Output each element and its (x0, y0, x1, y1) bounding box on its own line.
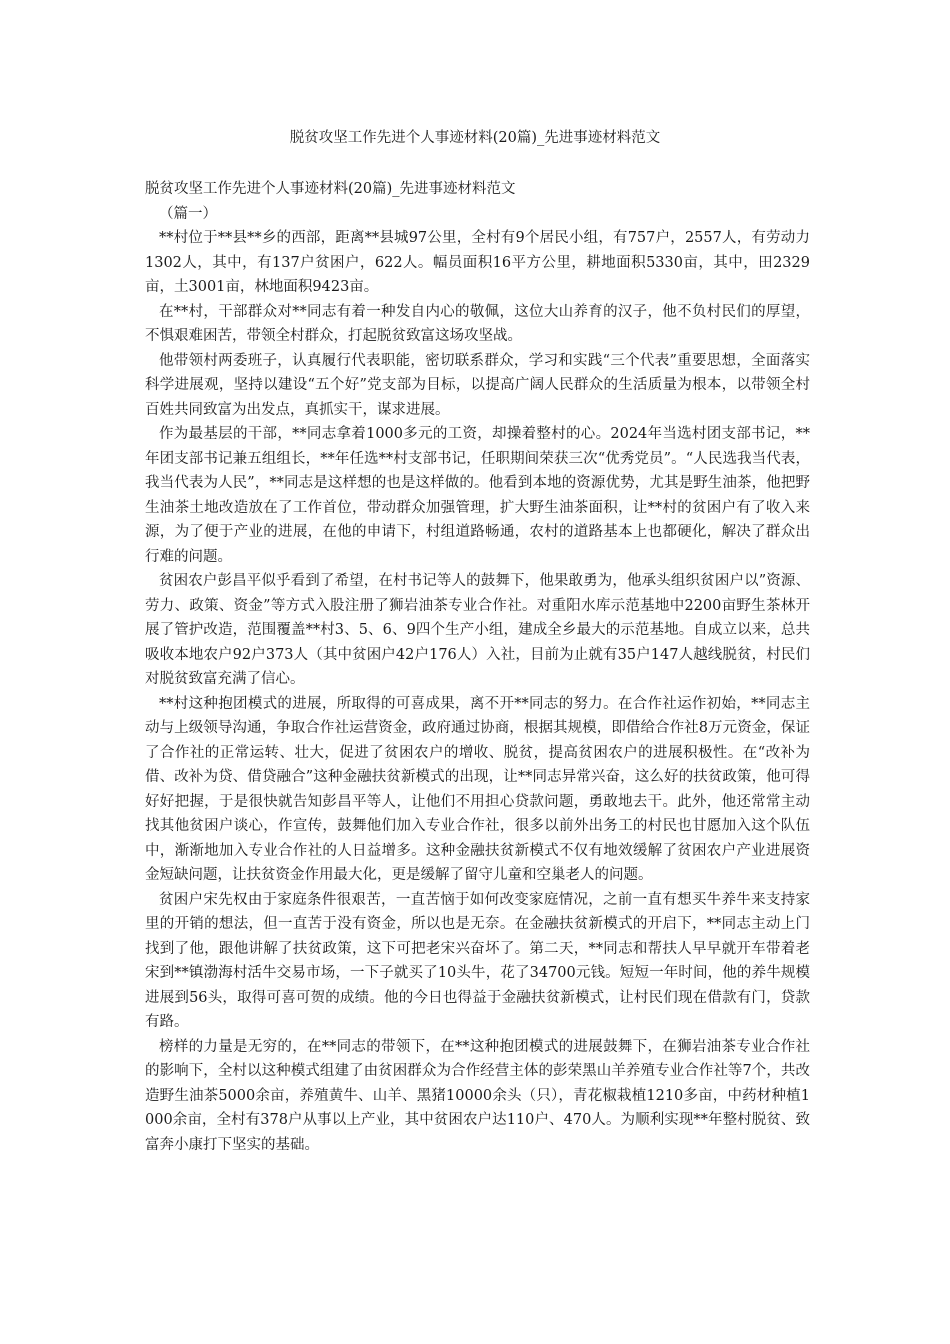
paragraph-1: **村位于**县**乡的西部，距离**县城97公里，全村有9个居民小组，有757户，2557人，有劳动力1302人，其中，有137户贫困户，622人。幅员面积16平方公里，耕地面积5330亩，其中，田2329亩，土3001亩，林地面积9423亩。 (145, 230, 810, 295)
section-label: （篇一） (159, 205, 217, 222)
paragraph-7: 贫困户宋先权由于家庭条件很艰苦，一直苦恼于如何改变家庭情况，之前一直有想买牛养牛来支持家里的开销的想法，但一直苦于没有资金，所以也是无奈。在金融扶贫新模式的开启下，**同志主动上门找到了他，跟他讲解了扶贫政策，这下可把老宋兴奋坏了。第二天，**同志和帮扶人早早就开车带着老宋到**镇渤海村活牛交易市场，一下子就买了10头牛，花了34700元钱。短短一年时间，他的养牛规模进展到56头，取得可喜可贺的成绩。他的今日也得益于金融扶贫新模式，让村民们现在借款有门，贷款有路。 (145, 891, 810, 1030)
paragraph-3: 他带领村两委班子，认真履行代表职能，密切联系群众，学习和实践“三个代表”重要思想，全面落实科学进展观，坚持以建设“五个好”党支部为目标，以提高广阔人民群众的生活质量为根本，以带领全村百姓共同致富为出发点，真抓实干，谋求进展。 (145, 352, 810, 418)
page-title: 脱贫攻坚工作先进个人事迹材料(20篇)_先进事迹材料范文 (289, 130, 661, 146)
document-heading: 脱贫攻坚工作先进个人事迹材料(20篇)_先进事迹材料范文 (145, 181, 516, 197)
paragraph-2: 在**村，干部群众对**同志有着一种发自内心的敬佩，这位大山养育的汉子，他不负村民们的厚望，不惧艰难困苦，带领全村群众，打起脱贫致富这场攻坚战。 (145, 303, 810, 344)
paragraph-6: **村这种抱团模式的进展，所取得的可喜成果，离不开**同志的努力。在合作社运作初始，**同志主动与上级领导沟通，争取合作社运营资金，政府通过协商，根据其规模，即借给合作社8万元资金，保证了合作社的正常运转、壮大，促进了贫困农户的增收、脱贫，提高贫困农户的进展积极性。在“改补为借、改补为贷、借贷融合”这种金融扶贫新模式的出现，让**同志异常兴奋，这么好的扶贫政策，他可得好好把握，于是很快就告知彭昌平等人，让他们不用担心贷款问题，勇敢地去干。此外，他还常常主动找其他贫困户谈心，作宣传，鼓舞他们加入专业合作社，很多以前外出务工的村民也甘愿加入这个队伍中，渐渐地加入专业合作社的人日益增多。这种金融扶贫新模式不仅有地效缓解了贫困农户产业进展资金短缺问题，让扶贫资金作用最大化，更是缓解了留守儿童和空巢老人的问题。 (145, 695, 810, 883)
paragraph-4: 作为最基层的干部，**同志拿着1000多元的工资，却操着整村的心。2024年当选村团支部书记，**年团支部书记兼五组组长，**年任选**村支部书记，任职期间荣获三次“优秀党员”。“人民选我当代表，我当代表为人民”，**同志是这样想的也是这样做的。他看到本地的资源优势，尤其是野生油茶，他把野生油茶土地改造放在了工作首位，带动群众加强管理，扩大野生油茶面积，让**村的贫困户有了收入来源，为了便于产业的进展，在他的申请下，村组道路畅通，农村的道路基本上也都硬化，解决了群众出行难的问题。 (145, 426, 810, 565)
document-body (145, 177, 810, 1157)
paragraph-8: 榜样的力量是无穷的，在**同志的带领下，在**这种抱团模式的进展鼓舞下，在狮岩油茶专业合作社的影响下，全村以这种模式组建了由贫困群众为合作经营主体的彭荣黑山羊养殖专业合作社等7个，共改造野生油茶5000余亩，养殖黄牛、山羊、黑猪10000余头（只），青花椒栽植1210多亩，中药材种植1000余亩，全村有378户从事以上产业，其中贫困农户达110户、470人。为顺利实现**年整村脱贫、致富奔小康打下坚实的基础。 (145, 1038, 810, 1153)
paragraph-5: 贫困农户彭昌平似乎看到了希望，在村书记等人的鼓舞下，他果敢勇为，他承头组织贫困户以”资源、劳力、政策、资金”等方式入股注册了狮岩油茶专业合作社。对重阳水库示范基地中2200亩野生茶林开展了管护改造，范围覆盖**村3、5、6、9四个生产小组，建成全乡最大的示范基地。自成立以来，总共吸收本地农户92户373人（其中贫困户42户176人）入社，目前为止就有35户147人越线脱贫，村民们对脱贫致富充满了信心。 (145, 573, 810, 687)
